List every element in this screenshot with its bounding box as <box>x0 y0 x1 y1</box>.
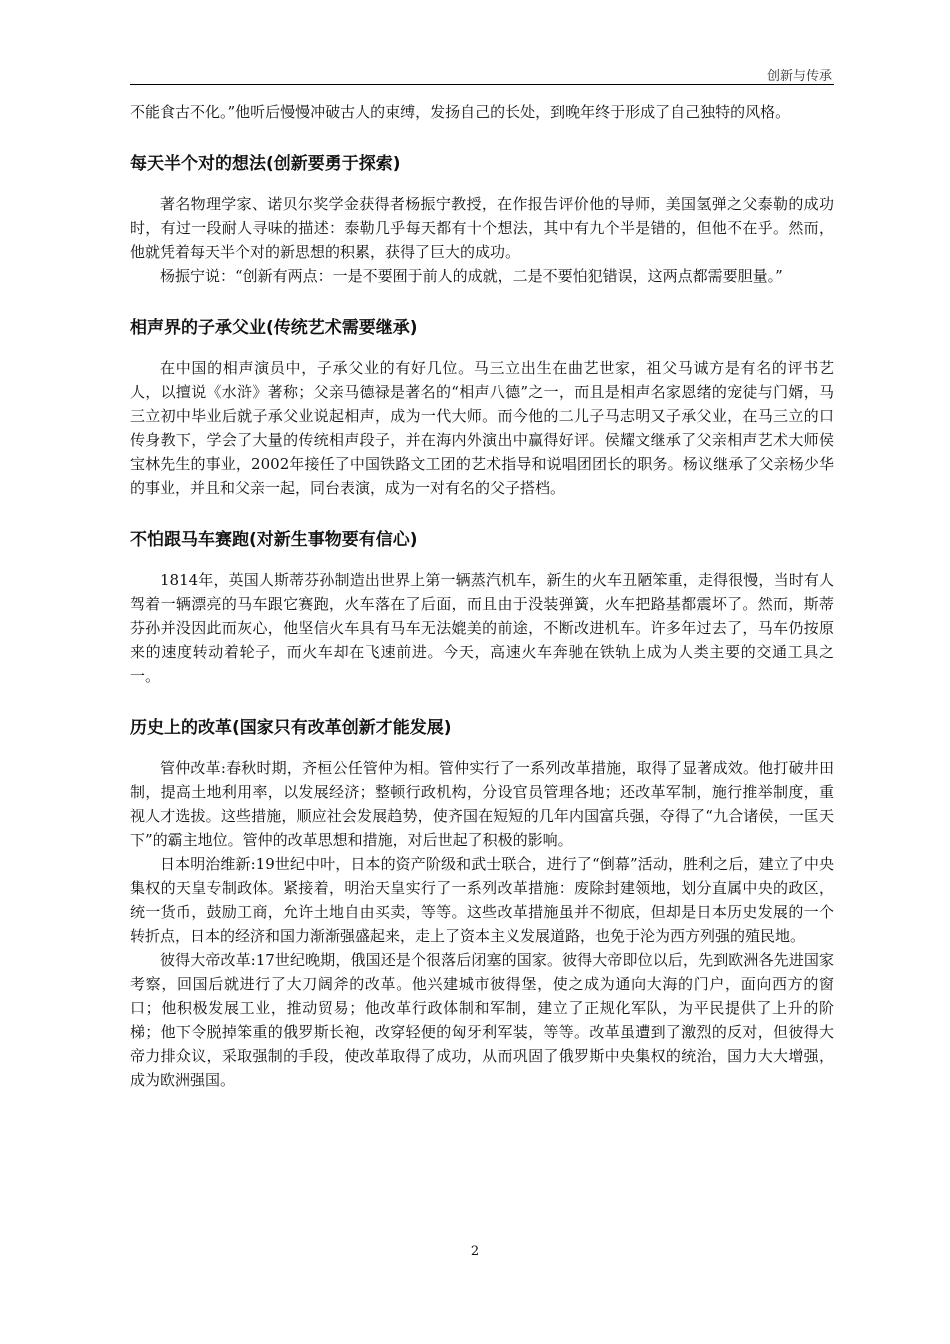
intro-paragraph: 不能食古不化。”他听后慢慢冲破古人的束缚，发扬自己的长处，到晚年终于形成了自己独特的风格。 <box>130 103 791 121</box>
section-paragraph: 著名物理学家、诺贝尔奖学金获得者杨振宁教授，在作报告评价他的导师，美国氢弹之父泰勒的成功时，有过一段耐人寻味的描述：泰勒几乎每天都有十个想法，其中有九个半是错的，但他不在乎。然而，他就凭着每天半个对的新思想的积累，获得了巨大的成功。 <box>130 195 834 261</box>
section-heading-half-idea: 每天半个对的想法(创新要勇于探索) <box>130 154 401 174</box>
document-body <box>130 100 834 1092</box>
section-paragraph: 彼得大帝改革:17世纪晚期，俄国还是个很落后闭塞的国家。彼得大帝即位以后，先到欧洲各先进国家考察，回国后就进行了大刀阔斧的改革。他兴建城市彼得堡，使之成为通向大海的门户，面向西方的窗口；他积极发展工业，推动贸易；他改革行政体制和军制，建立了正规化军队，为平民提供了上升的阶梯；他下令脱掉笨重的俄罗斯长袍，改穿轻便的匈牙利军装，等等。改革虽遭到了激烈的反对，但彼得大帝力排众议，采取强制的手段，使改革取得了成功，从而巩固了俄罗斯中央集权的统治，国力大大增强，成为欧洲强国。 <box>130 951 834 1089</box>
page-number: 2 <box>470 1244 480 1259</box>
page-header <box>130 62 834 85</box>
section-heading-historical-reforms: 历史上的改革(国家只有改革创新才能发展) <box>130 718 452 738</box>
section-heading-horse-carriage: 不怕跟马车赛跑(对新生事物要有信心) <box>130 530 418 550</box>
running-header-title: 创新与传承 <box>766 69 832 84</box>
section-paragraph: 日本明治维新:19世纪中叶，日本的资产阶级和武士联合，进行了“倒幕”活动，胜利之后，建立了中央集权的天皇专制政体。紧接着，明治天皇实行了一系列改革措施：废除封建领地，划分直属中央的政区，统一货币，鼓励工商，允许土地自由买卖，等等。这些改革措施虽并不彻底，但却是日本历史发展的一个转折点，日本的经济和国力渐渐强盛起来，走上了资本主义发展道路，也免于沦为西方列强的殖民地。 <box>130 855 834 945</box>
section-paragraph: 1814年，英国人斯蒂芬孙制造出世界上第一辆蒸汽机车，新生的火车丑陋笨重，走得很慢，当时有人驾着一辆漂亮的马车跟它赛跑，火车落在了后面，而且由于没装弹簧，火车把路基都震坏了。然而，斯蒂芬孙并没因此而灰心，他坚信火车具有马车无法媲美的前途，不断改进机车。许多年过去了，马车仍按原来的速度转动着轮子，而火车却在飞速前进。今天，高速火车奔驰在铁轨上成为人类主要的交通工具之一。 <box>130 571 834 685</box>
section-paragraph: 管仲改革:春秋时期，齐桓公任管仲为相。管仲实行了一系列改革措施，取得了显著成效。他打破井田制，提高土地利用率，以发展经济；整顿行政机构，分设官员管理各地；还改革军制，施行推举制度，重视人才选拔。这些措施，顺应社会发展趋势，使齐国在短短的几年内国富兵强，夺得了“九合诸侯，一匡天下”的霸主地位。管仲的改革思想和措施，对后世起了积极的影响。 <box>130 759 834 849</box>
section-heading-crosstalk: 相声界的子承父业(传统艺术需要继承) <box>130 318 418 338</box>
section-paragraph: 在中国的相声演员中，子承父业的有好几位。马三立出生在曲艺世家，祖父马诚方是有名的评书艺人，以擅说《水浒》著称；父亲马德禄是著名的“相声八德”之一，而且是相声名家恩绪的宠徒与门婿，马三立初中毕业后就子承父业说起相声，成为一代大师。而今他的二儿子马志明又子承父业，在马三立的口传身教下，学会了大量的传统相声段子，并在海内外演出中赢得好评。侯耀文继承了父亲相声艺术大师侯宝林先生的事业，2002年接任了中国铁路文工团的艺术指导和说唱团团长的职务。杨议继承了父亲杨少华的事业，并且和父亲一起，同台表演，成为一对有名的父子搭档。 <box>130 359 834 497</box>
page-footer <box>0 1244 950 1259</box>
section-paragraph: 杨振宁说：“创新有两点：一是不要囿于前人的成就，二是不要怕犯错误，这两点都需要胆量。” <box>160 267 783 285</box>
